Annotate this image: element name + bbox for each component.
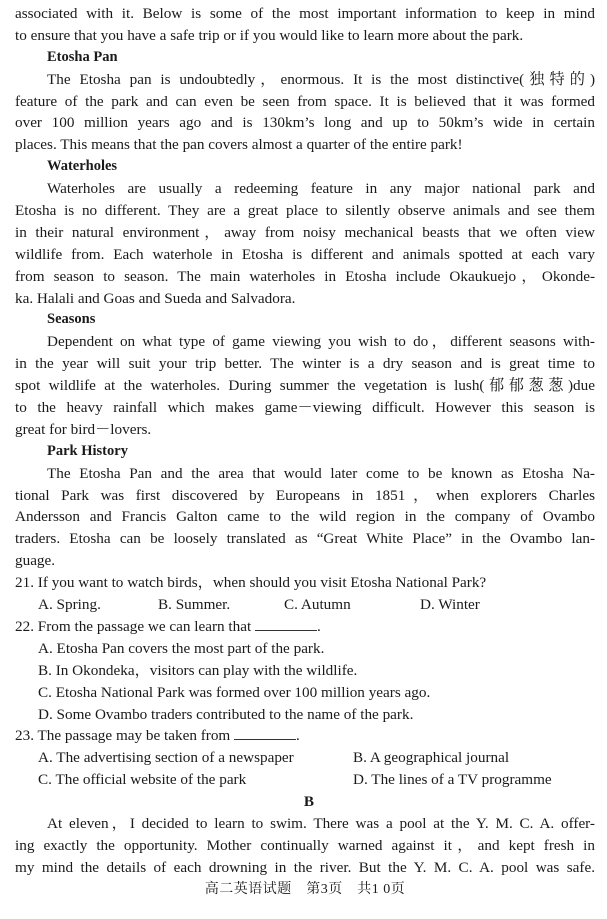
paragraph-line: my mind the details of each drowning in the river. But the Y. M. C. A. pool was safe. <box>15 858 595 876</box>
paragraph-line: great for bird－lovers. <box>15 420 152 438</box>
paragraph-line: wildlife from. Each waterhole in Etosha is different and animals spotted at each vary <box>15 245 595 263</box>
paragraph-line: over 100 million years ago and is 130km’s long and up to 50km’s wide in certain <box>15 114 595 132</box>
paragraph-line: At eleven，I decided to learn to swim. There was a pool at the Y. M. C. A. offer- <box>47 814 595 832</box>
option-c: C. Etosha National Park was formed over 100 million years ago. <box>38 683 431 701</box>
paragraph-line: to the heavy rainfall which makes game－viewing difficult. However this season is <box>15 399 595 417</box>
answer-blank <box>234 725 296 740</box>
question-23-options-row-2 <box>15 769 595 791</box>
intro-line: to ensure that you have a safe trip or if you would like to learn more about the park. <box>15 26 524 44</box>
question-23-stem <box>15 725 595 747</box>
section-b-heading: B <box>303 793 315 811</box>
option-b: B. A geographical journal <box>353 749 510 767</box>
section-heading-park-history: Park History <box>47 442 128 459</box>
exam-page <box>15 3 595 901</box>
paragraph-line: Waterholes are usually a redeeming feature in any major national park and <box>47 180 595 198</box>
option-a: A. Etosha Pan covers the most part of the park. <box>38 639 325 657</box>
option-c: C. Autumn <box>284 596 351 614</box>
paragraph-line: traders. Etosha can be loosely translated as “Great White Place” in the Ovambo lan- <box>15 530 595 548</box>
question-23-end: . <box>296 727 300 745</box>
paragraph-line: feature of the park and can even be seen from space. It is believed that it was formed <box>15 92 595 110</box>
question-22-end: . <box>316 617 321 635</box>
paragraph-line: ka. Halali and Goas and Sueda and Salvadora. <box>15 289 296 307</box>
option-d: D. The lines of a TV programme <box>353 771 552 789</box>
intro-line: associated with it. Below is some of the most important information to keep in mind <box>15 5 595 22</box>
paragraph-line: from season to season. The main waterholes in Etosha include Okaukuejo，Okonde- <box>15 267 595 285</box>
question-21-stem: 21. If you want to watch birds，when should you visit Etosha National Park? <box>15 574 487 592</box>
paragraph-line: in the year will suit your trip better. The winter is a dry season and is great time to <box>15 355 595 373</box>
section-heading-seasons: Seasons <box>47 311 96 328</box>
paragraph-line: guage. <box>15 552 56 570</box>
option-d: D. Some Ovambo traders contributed to the name of the park. <box>38 705 414 723</box>
paragraph-line: tional Park was first discovered by Europeans in 1851，when explorers Charles <box>15 486 595 504</box>
question-22-stem <box>15 616 595 638</box>
paragraph-line: The Etosha pan is undoubtedly，enormous. It is the most distinctive(独特的) <box>47 70 595 88</box>
page-footer: 高二英语试题 第3页 共1 0页 <box>204 881 406 897</box>
option-d: D. Winter <box>420 596 480 614</box>
paragraph-line: ing exactly the opportunity. Mother continually warned against it，and kept fresh in <box>15 836 595 854</box>
question-21-options <box>15 594 595 616</box>
paragraph-line: Dependent on what type of game viewing you wish to do，different seasons with- <box>47 333 595 351</box>
answer-blank <box>255 616 317 631</box>
paragraph-line: The Etosha Pan and the area that would later come to be known as Etosha Na- <box>47 464 595 482</box>
option-c: C. The official website of the park <box>38 771 247 789</box>
paragraph-line: Andersson and Francis Galton came to the wild region in the company of Ovambo <box>15 508 595 526</box>
paragraph-line: Etosha is no different. They are a great place to silently observe animals and see them <box>15 202 595 220</box>
option-b: B. In Okondeka，visitors can play with the wildlife. <box>38 661 358 679</box>
paragraph-line: spot wildlife at the waterholes. During summer the vegetation is lush(郁郁葱葱)due <box>15 377 595 395</box>
question-22-text: 22. From the passage we can learn that <box>15 617 252 635</box>
section-heading-waterholes: Waterholes <box>47 158 118 175</box>
paragraph-line: in their natural environment，away from noisy mechanical beasts that we often view <box>15 223 595 241</box>
question-23-text: 23. The passage may be taken from <box>15 727 231 745</box>
section-heading-etosha-pan: Etosha Pan <box>47 48 118 65</box>
option-b: B. Summer. <box>158 596 231 614</box>
question-23-options-row-1 <box>15 747 595 769</box>
paragraph-line: places. This means that the pan covers almost a quarter of the entire park! <box>15 136 463 154</box>
option-a: A. Spring. <box>38 596 101 614</box>
option-a: A. The advertising section of a newspaper <box>38 749 294 767</box>
